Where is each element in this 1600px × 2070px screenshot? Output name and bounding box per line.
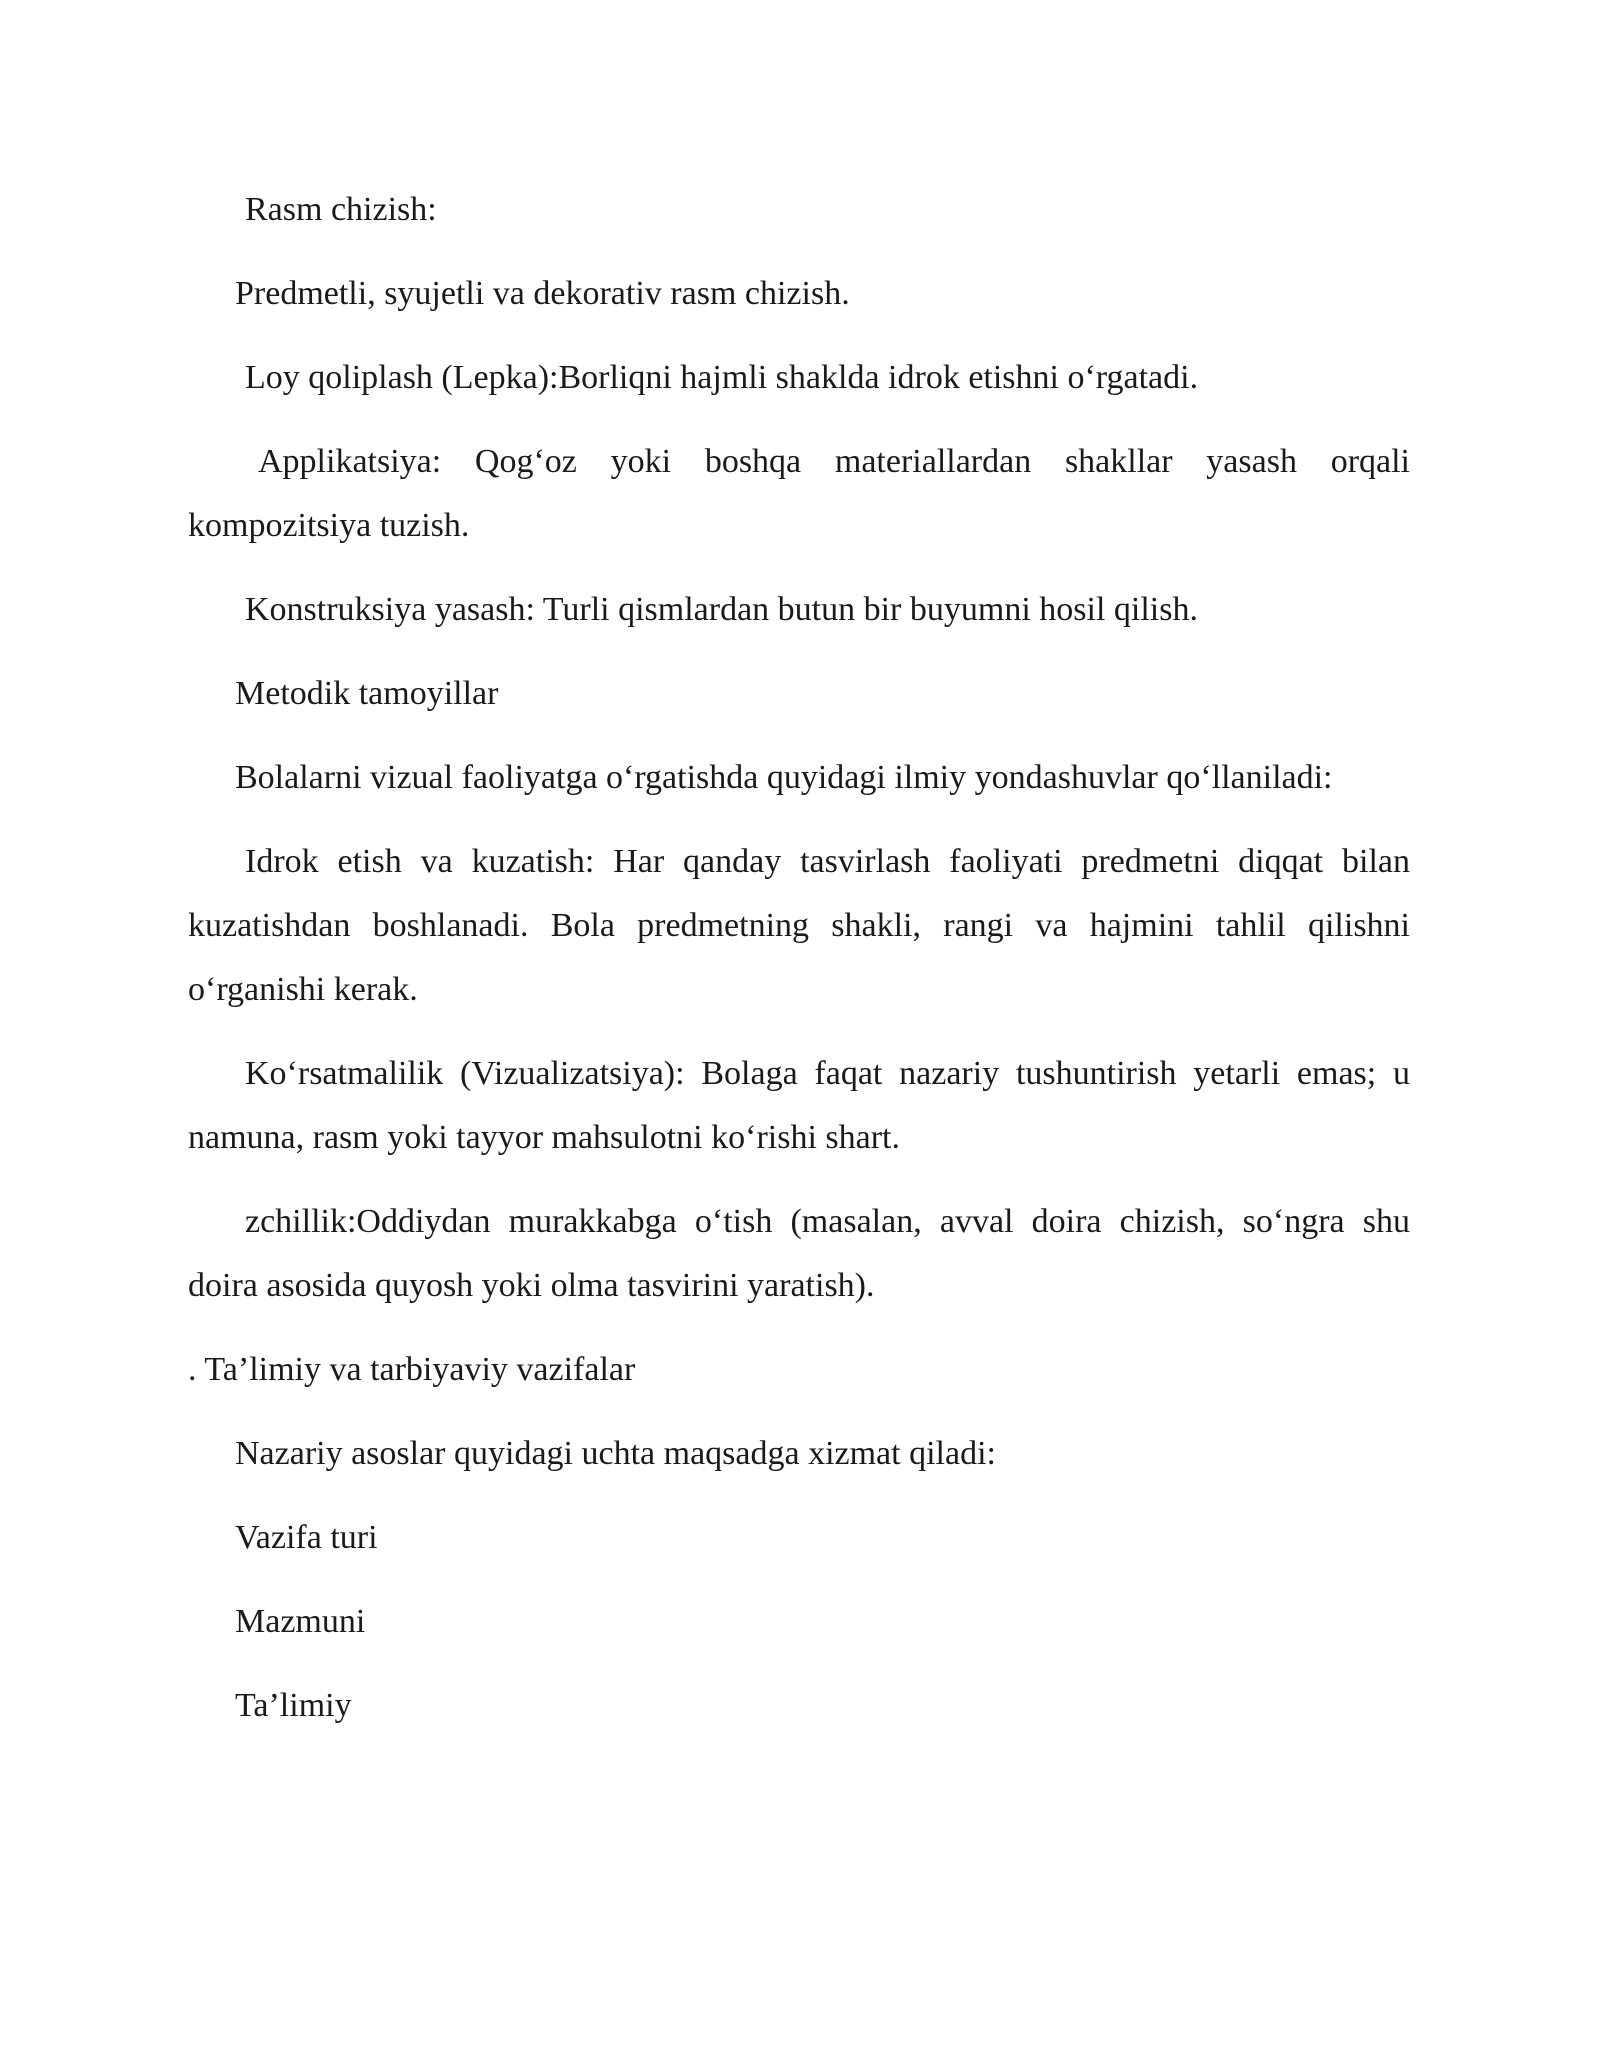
paragraph-korsatmalilik: Ko‘rsatmalilik (Vizualizatsiya): Bolaga faqat nazariy tushuntirish yetarli emas; u namuna, rasm yoki tayyor mahsulotni ko‘rishi shart. [188,1055,1410,1156]
paragraph-talimiy: Ta’limiy [235,1687,352,1724]
paragraph-izchillik: zchillik:Oddiydan murakkabga o‘tish (masalan, avval doira chizish, so‘ngra shu doira asosida quyosh yoki olma tasvirini yaratish). [188,1203,1410,1304]
paragraph-idrok-etish: Idrok etish va kuzatish: Har qanday tasvirlash faoliyati predmetni diqqat bilan kuzatishdan boshlanadi. Bola predmetning shakli, rangi va hajmini tahlil qilishni o‘rganishi kerak. [188,843,1410,1008]
paragraph-bolalarni: Bolalarni vizual faoliyatga o‘rgatishda quyidagi ilmiy yondashuvlar qo‘llaniladi: [235,759,1333,796]
paragraph-predmetli: Predmetli, syujetli va dekorativ rasm chizish. [235,275,850,312]
paragraph-rasm-chizish: Rasm chizish: [245,191,437,228]
heading-metodik-tamoyillar: Metodik tamoyillar [235,675,499,712]
paragraph-vazifa-turi: Vazifa turi [235,1519,378,1556]
heading-talimiy-vazifalar: . Ta’limiy va tarbiyaviy vazifalar [188,1351,636,1388]
document-body [188,178,1410,1758]
paragraph-konstruksiya: Konstruksiya yasash: Turli qismlardan butun bir buyumni hosil qilish. [245,591,1198,628]
paragraph-mazmuni: Mazmuni [235,1603,366,1640]
paragraph-applikatsiya: Applikatsiya: Qog‘oz yoki boshqa materiallardan shakllar yasash orqali kompozitsiya tuzish. [188,443,1410,544]
paragraph-loy-qoliplash: Loy qoliplash (Lepka):Borliqni hajmli shaklda idrok etishni o‘rgatadi. [245,359,1199,396]
paragraph-nazariy-asoslar: Nazariy asoslar quyidagi uchta maqsadga xizmat qiladi: [235,1435,996,1472]
